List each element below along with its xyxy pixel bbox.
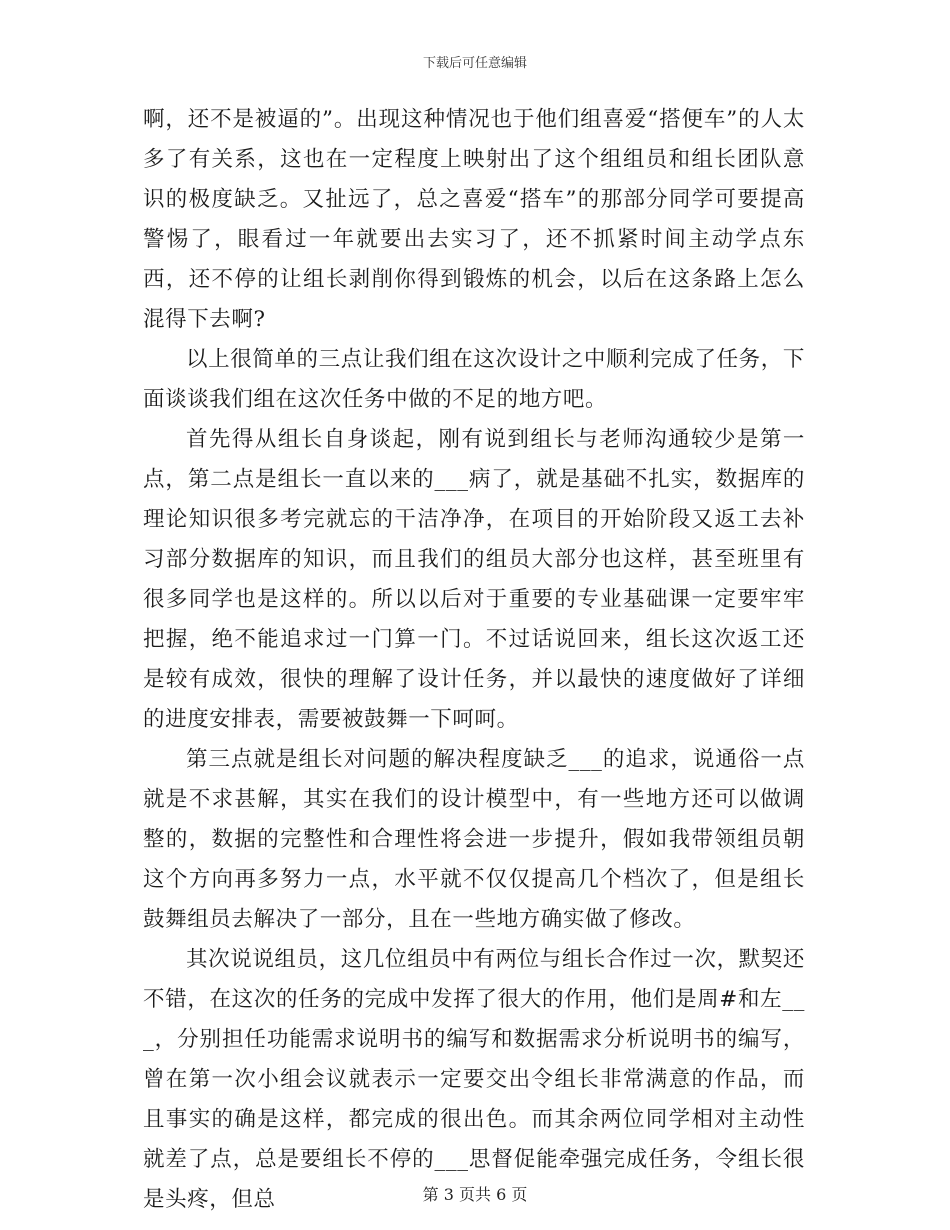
document-body [143,100,805,1220]
paragraph-4: 第三点就是组长对问题的解决程度缺乏___的追求，说通俗一点就是不求甚解，其实在我们的设计模型中，有一些地方还可以做调整的，数据的完整性和合理性将会进一步提升，假如我带领组员朝这个方向再多努力一点，水平就不仅仅提高几个档次了，但是组长鼓舞组员去解决了一部分，且在一些地方确实做了修改。 [143,747,805,932]
paragraph-3: 首先得从组长自身谈起，刚有说到组长与老师沟通较少是第一点，第二点是组长一直以来的___病了，就是基础不扎实，数据库的理论知识很多考完就忘的干洁净净，在项目的开始阶段又返工去补习部分数据库的知识，而且我们的组员大部分也这样，甚至班里有很多同学也是这样的。所以以后对于重要的专业基础课一定要牢牢把握，绝不能追求过一门算一门。不过话说回来，组长这次返工还是较有成效，很快的理解了设计任务，并以最快的速度做好了详细的进度安排表，需要被鼓舞一下呵呵。 [143,427,805,732]
paragraph-1: 啊，还不是被逼的”。出现这种情况也于他们组喜爱“搭便车”的人太多了有关系，这也在一定程度上映射出了这个组组员和组长团队意识的极度缺乏。又扯远了，总之喜爱“搭车”的那部分同学可要提高警惕了，眼看过一年就要出去实习了，还不抓紧时间主动学点东西，还不停的让组长剥削你得到锻炼的机会，以后在这条路上怎么混得下去啊? [143,107,805,332]
paragraph-2: 以上很简单的三点让我们组在这次设计之中顺利完成了任务，下面谈谈我们组在这次任务中做的不足的地方吧。 [143,347,805,412]
page-header: 下载后可任意编辑 [422,56,527,71]
paragraph-5: 其次说说组员，这几位组员中有两位与组长合作过一次，默契还不错，在这次的任务的完成中发挥了很大的作用，他们是周#和左___，分别担任功能需求说明书的编写和数据需求分析说明书的编写，曾在第一次小组会议就表示一定要交出令组长非常满意的作品，而且事实的确是这样，都完成的很出色。而其余两位同学相对主动性就差了点，总是要组长不停的___思督促能牵强完成任务，令组长很是头疼，但总 [143,947,805,1212]
page-footer: 第 3 页共 6 页 [422,1185,528,1204]
